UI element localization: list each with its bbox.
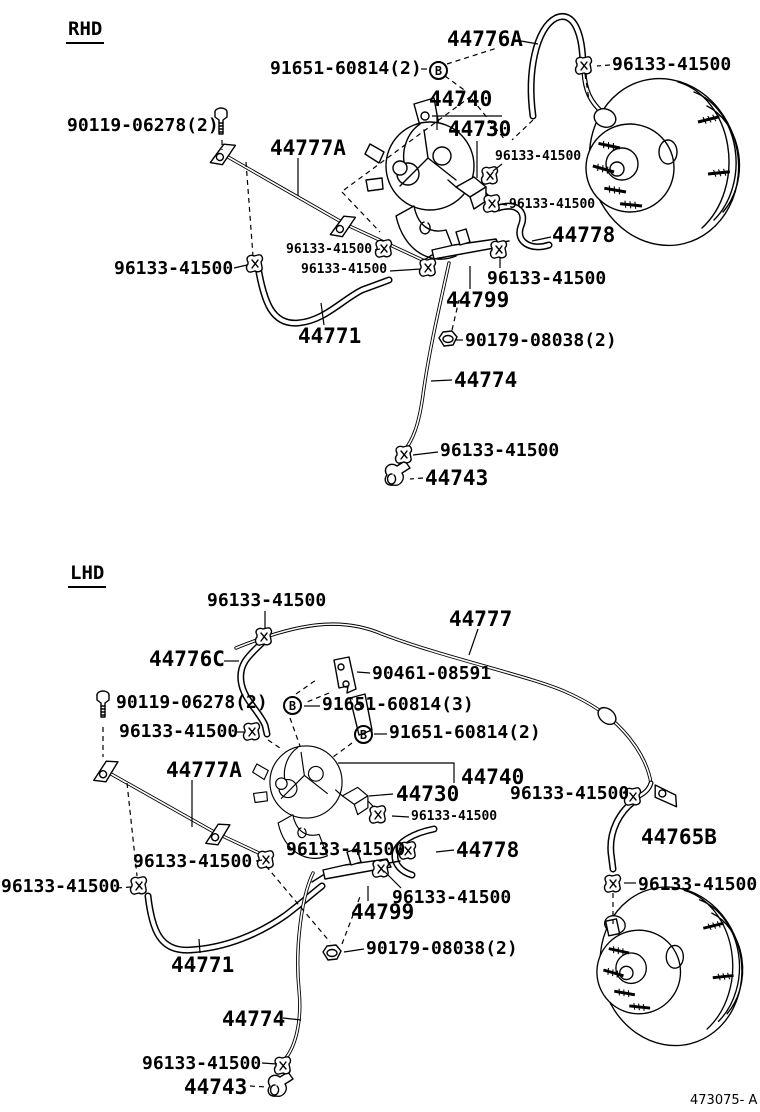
part-number-label: 96133-41500	[638, 874, 758, 895]
part-number-label: 44743	[425, 466, 489, 490]
part-number-label: 44777A	[270, 136, 346, 160]
part-number-label: 44799	[351, 900, 415, 924]
part-number-label: 96133-41500	[142, 1053, 262, 1074]
part-number-label: 91651-60814(3)	[322, 694, 474, 715]
section-title-lhd: LHD	[68, 564, 106, 588]
part-number-label: 96133-41500	[411, 809, 498, 824]
rhd-hose-end-fitting	[385, 461, 410, 485]
part-number-label: 96133-41500	[510, 783, 630, 804]
part-number-label: 44765B	[641, 825, 717, 849]
part-number-label: 96133-41500	[440, 440, 560, 461]
circled-b-marker: B	[429, 61, 448, 80]
part-number-label: 96133-41500	[495, 149, 582, 164]
part-number-label: 96133-41500	[119, 721, 239, 742]
part-number-label: 44799	[446, 288, 510, 312]
lhd-brake-booster	[583, 872, 758, 1061]
lhd-nut-icon	[323, 945, 341, 960]
lhd-bolt-icon	[97, 691, 109, 717]
part-number-label: 96133-41500	[487, 268, 607, 289]
circled-b-marker: B	[283, 696, 302, 715]
part-number-label: 44778	[552, 223, 616, 247]
part-number-label: 96133-41500	[114, 258, 234, 279]
part-number-label: 96133-41500	[301, 262, 388, 277]
rhd-nut-icon	[439, 331, 457, 346]
part-number-label: 96133-41500	[207, 590, 327, 611]
part-number-label: 90179-08038(2)	[465, 330, 617, 351]
part-number-label: 44777A	[166, 758, 242, 782]
part-number-label: 44778	[456, 838, 520, 862]
lhd-hose-end-fitting	[268, 1072, 293, 1096]
part-number-label: 96133-41500	[1, 876, 121, 897]
part-number-label: 96133-41500	[392, 887, 512, 908]
part-number-label: 44771	[171, 953, 235, 977]
drawing-number: 473075- A	[690, 1093, 758, 1108]
part-number-label: 44740	[429, 87, 493, 111]
part-number-label: 44730	[396, 782, 460, 806]
part-number-label: 91651-60814(2)	[270, 58, 422, 79]
part-number-label: 44740	[461, 765, 525, 789]
part-number-label: 91651-60814(2)	[389, 722, 541, 743]
section-title-rhd: RHD	[66, 20, 104, 44]
circled-b-marker: B	[354, 725, 373, 744]
part-number-label: 44743	[184, 1075, 248, 1099]
part-number-label: 96133-41500	[509, 197, 596, 212]
part-number-label: 96133-41500	[286, 839, 406, 860]
part-number-label: 44776C	[149, 647, 225, 671]
part-number-label: 90119-06278(2)	[116, 692, 268, 713]
part-number-label: 96133-41500	[133, 851, 253, 872]
part-number-label: 44730	[448, 117, 512, 141]
part-number-label: 44777	[449, 607, 513, 631]
part-number-label: 90461-08591	[372, 663, 492, 684]
part-number-label: 44771	[298, 324, 362, 348]
part-number-label: 44776A	[447, 27, 523, 51]
part-number-label: 96133-41500	[612, 54, 732, 75]
part-number-label: 44774	[222, 1007, 286, 1031]
part-number-label: 44774	[454, 368, 518, 392]
part-number-label: 90179-08038(2)	[366, 938, 518, 959]
part-number-label: 90119-06278(2)	[67, 115, 219, 136]
part-number-label: 96133-41500	[286, 242, 373, 257]
